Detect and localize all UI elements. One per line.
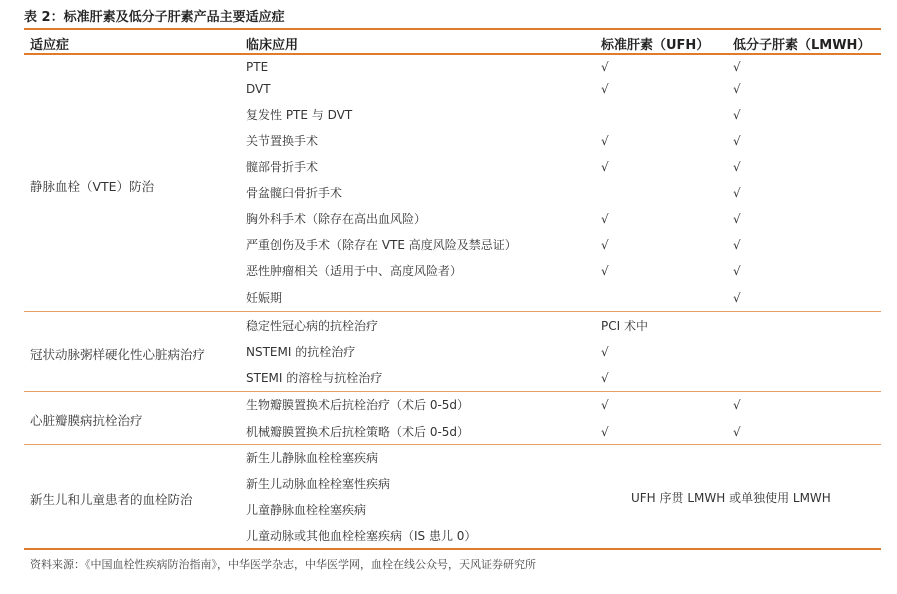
group-coronary-label: 冠状动脉粥样硬化性心脏病治疗 — [30, 347, 206, 362]
ufh-check: √ — [601, 398, 609, 412]
header-rule — [24, 53, 881, 55]
row-application: 恶性肿瘤相关（适用于中、高度风险者） — [246, 264, 463, 278]
group-divider — [24, 391, 881, 392]
row-application: 关节置换手术 — [246, 134, 319, 148]
ufh-check: √ — [601, 425, 609, 439]
lmwh-check: √ — [733, 264, 741, 278]
header-application: 临床应用 — [246, 38, 299, 53]
lmwh-check: √ — [733, 425, 741, 439]
group-valve-label: 心脏瓣膜病抗栓治疗 — [30, 413, 143, 428]
lmwh-check: √ — [733, 238, 741, 252]
header-indication: 适应症 — [30, 38, 70, 53]
lmwh-check: √ — [733, 291, 741, 305]
row-application: DVT — [246, 82, 271, 96]
ufh-check: √ — [601, 345, 609, 359]
lmwh-check: √ — [733, 398, 741, 412]
table-title: 表 2：标准肝素及低分子肝素产品主要适应症 — [24, 10, 285, 25]
lmwh-check: √ — [733, 82, 741, 96]
ufh-check: √ — [601, 264, 609, 278]
lmwh-check: √ — [733, 212, 741, 226]
group-pediatric-label: 新生儿和儿童患者的血栓防治 — [30, 492, 193, 507]
group-divider — [24, 444, 881, 445]
ufh-note: PCI 术中 — [601, 319, 648, 333]
ufh-check: √ — [601, 212, 609, 226]
row-application: 新生儿静脉血栓栓塞疾病 — [246, 451, 379, 465]
row-application: 稳定性冠心病的抗栓治疗 — [246, 319, 379, 333]
ufh-check: √ — [601, 134, 609, 148]
row-application: 儿童静脉血栓栓塞疾病 — [246, 503, 367, 517]
ufh-check: √ — [601, 60, 609, 74]
lmwh-check: √ — [733, 160, 741, 174]
header-ufh: 标准肝素（UFH） — [601, 38, 710, 53]
lmwh-check: √ — [733, 186, 741, 200]
merged-recommendation: UFH 序贯 LMWH 或单独使用 LMWH — [631, 491, 831, 505]
ufh-check: √ — [601, 160, 609, 174]
row-application: STEMI 的溶栓与抗栓治疗 — [246, 371, 383, 385]
lmwh-check: √ — [733, 60, 741, 74]
row-application: 复发性 PTE 与 DVT — [246, 108, 353, 122]
top-rule — [24, 28, 881, 30]
header-lmwh: 低分子肝素（LMWH） — [733, 38, 871, 53]
row-application: 髋部骨折手术 — [246, 160, 319, 174]
source-note: 资料来源：《中国血栓性疾病防治指南》，中华医学杂志，中华医学网，血栓在线公众号，天风证券研究所 — [30, 558, 536, 571]
row-application: 胸外科手术（除存在高出血风险） — [246, 212, 427, 226]
group-vte-label: 静脉血栓（VTE）防治 — [30, 179, 155, 194]
lmwh-check: √ — [733, 134, 741, 148]
lmwh-check: √ — [733, 108, 741, 122]
group-divider — [24, 311, 881, 312]
bottom-rule — [24, 548, 881, 550]
row-application: NSTEMI 的抗栓治疗 — [246, 345, 356, 359]
row-application: PTE — [246, 60, 269, 74]
row-application: 儿童动脉或其他血栓栓塞疾病（IS 患儿 0） — [246, 529, 477, 543]
row-application: 生物瓣膜置换术后抗栓治疗（术后 0-5d） — [246, 398, 470, 412]
ufh-check: √ — [601, 371, 609, 385]
ufh-check: √ — [601, 82, 609, 96]
row-application: 新生儿动脉血栓栓塞性疾病 — [246, 477, 391, 491]
row-application: 骨盆髋臼骨折手术 — [246, 186, 343, 200]
ufh-check: √ — [601, 238, 609, 252]
row-application: 妊娠期 — [246, 291, 283, 305]
row-application: 机械瓣膜置换术后抗栓策略（术后 0-5d） — [246, 425, 470, 439]
row-application: 严重创伤及手术（除存在 VTE 高度风险及禁忌证） — [246, 238, 517, 252]
